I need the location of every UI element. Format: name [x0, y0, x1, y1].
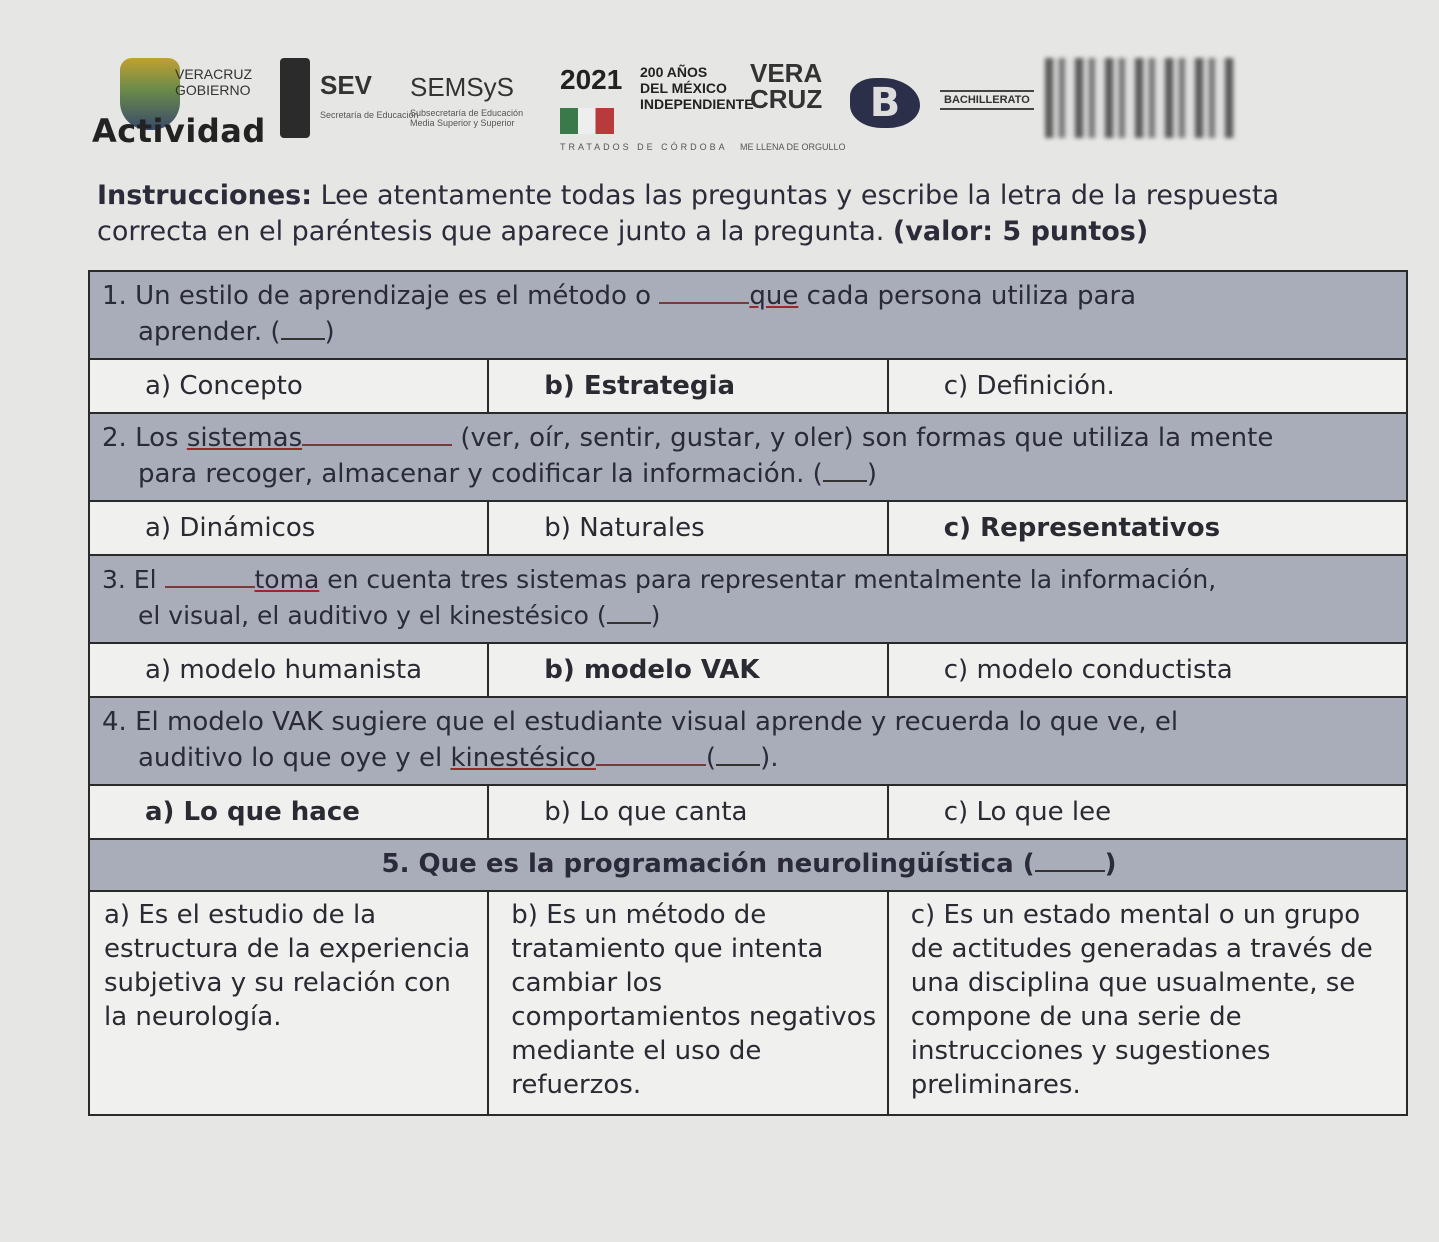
options-row — [89, 359, 1407, 413]
options-row — [89, 785, 1407, 839]
question-row — [89, 413, 1407, 501]
bicentennial-subtitle: TRATADOS DE CÓRDOBA — [560, 142, 728, 152]
question-row — [89, 697, 1407, 785]
instructions — [97, 178, 1397, 250]
bachillerato-b-logo: B — [850, 78, 920, 128]
bachillerato-logo: BACHILLERATO — [940, 90, 1034, 110]
question-1: 1. Un estilo de aprendizaje es el método o que cada persona utiliza para aprender. ( ) — [89, 271, 1407, 359]
instructions-text-1: Lee atentamente todas las preguntas y escribe la letra de la respuesta — [312, 180, 1280, 211]
semsys-subtitle: Subsecretaría de Educación Media Superior y Superior — [410, 108, 524, 128]
sev-subtitle: Secretaría de Educación — [320, 110, 419, 120]
state-government-logo: VERACRUZ GOBIERNO — [175, 66, 253, 98]
option-c: c) Representativos — [888, 501, 1407, 555]
sev-logo: SEV — [320, 70, 373, 100]
option-a: a) Concepto — [89, 359, 488, 413]
question-5: 5. Que es la programación neurolingüística ( ) — [89, 839, 1407, 891]
options-row — [89, 891, 1407, 1115]
answer-parenthesis[interactable] — [1035, 850, 1105, 872]
answer-parenthesis[interactable] — [281, 318, 325, 340]
option-a: a) Es el estudio de la estructura de la experiencia subjetiva y su relación con la neurología. — [89, 891, 488, 1115]
option-a: a) Dinámicos — [89, 501, 488, 555]
answer-blank[interactable] — [165, 566, 255, 588]
veracruz-subtitle: ME LLENA DE ORGULLO — [740, 142, 846, 152]
activity-title: Actividad — [92, 112, 266, 150]
option-b: b) Naturales — [488, 501, 887, 555]
question-2: 2. Los sistemas (ver, oír, sentir, gustar, y oler) son formas que utiliza la mente para recoger, almacenar y codificar la información. ( ) — [89, 413, 1407, 501]
answer-blank[interactable] — [596, 744, 706, 766]
quiz-table — [88, 270, 1408, 1116]
option-b: b) modelo VAK — [488, 643, 887, 697]
option-b: b) Estrategia — [488, 359, 887, 413]
answer-blank[interactable] — [302, 424, 452, 446]
question-4: 4. El modelo VAK sugiere que el estudiante visual aprende y recuerda lo que ve, el auditivo lo que oye y el kinestésico ( ). — [89, 697, 1407, 785]
answer-parenthesis[interactable] — [823, 460, 867, 482]
blurred-images — [1045, 58, 1235, 138]
option-b: b) Lo que canta — [488, 785, 887, 839]
bicentennial-logo: 200 AÑOS DEL MÉXICO INDEPENDIENTE — [640, 64, 754, 112]
sev-shield-icon — [280, 58, 310, 138]
question-row — [89, 271, 1407, 359]
option-c: c) Definición. — [888, 359, 1407, 413]
options-row — [89, 643, 1407, 697]
question-3: 3. El toma en cuenta tres sistemas para representar mentalmente la información, el visual, el auditivo y el kinestésico ( ) — [89, 555, 1407, 643]
veracruz-logo: VERA CRUZ — [750, 58, 823, 114]
year-logo: 2021 — [560, 64, 623, 95]
option-b: b) Es un método de tratamiento que intenta cambiar los comportamientos negativos mediante el uso de refuerzos. — [488, 891, 887, 1115]
answer-blank[interactable] — [659, 282, 749, 304]
option-a: a) modelo humanista — [89, 643, 488, 697]
options-row — [89, 501, 1407, 555]
instructions-value: (valor: 5 puntos) — [892, 216, 1149, 247]
answer-parenthesis[interactable] — [607, 602, 651, 624]
question-row — [89, 839, 1407, 891]
instructions-label: Instrucciones: — [97, 180, 312, 211]
option-c: c) modelo conductista — [888, 643, 1407, 697]
flag-icon — [560, 108, 614, 134]
answer-parenthesis[interactable] — [716, 744, 760, 766]
option-a: a) Lo que hace — [89, 785, 488, 839]
instructions-text-2: correcta en el paréntesis que aparece junto a la pregunta. — [97, 216, 893, 247]
semsys-logo: SEMSyS — [410, 72, 515, 102]
question-row — [89, 555, 1407, 643]
header-logos — [80, 50, 1280, 160]
option-c: c) Lo que lee — [888, 785, 1407, 839]
option-c: c) Es un estado mental o un grupo de actitudes generadas a través de una disciplina que usualmente, se compone de una serie de instrucciones y sugestiones preliminares. — [888, 891, 1407, 1115]
